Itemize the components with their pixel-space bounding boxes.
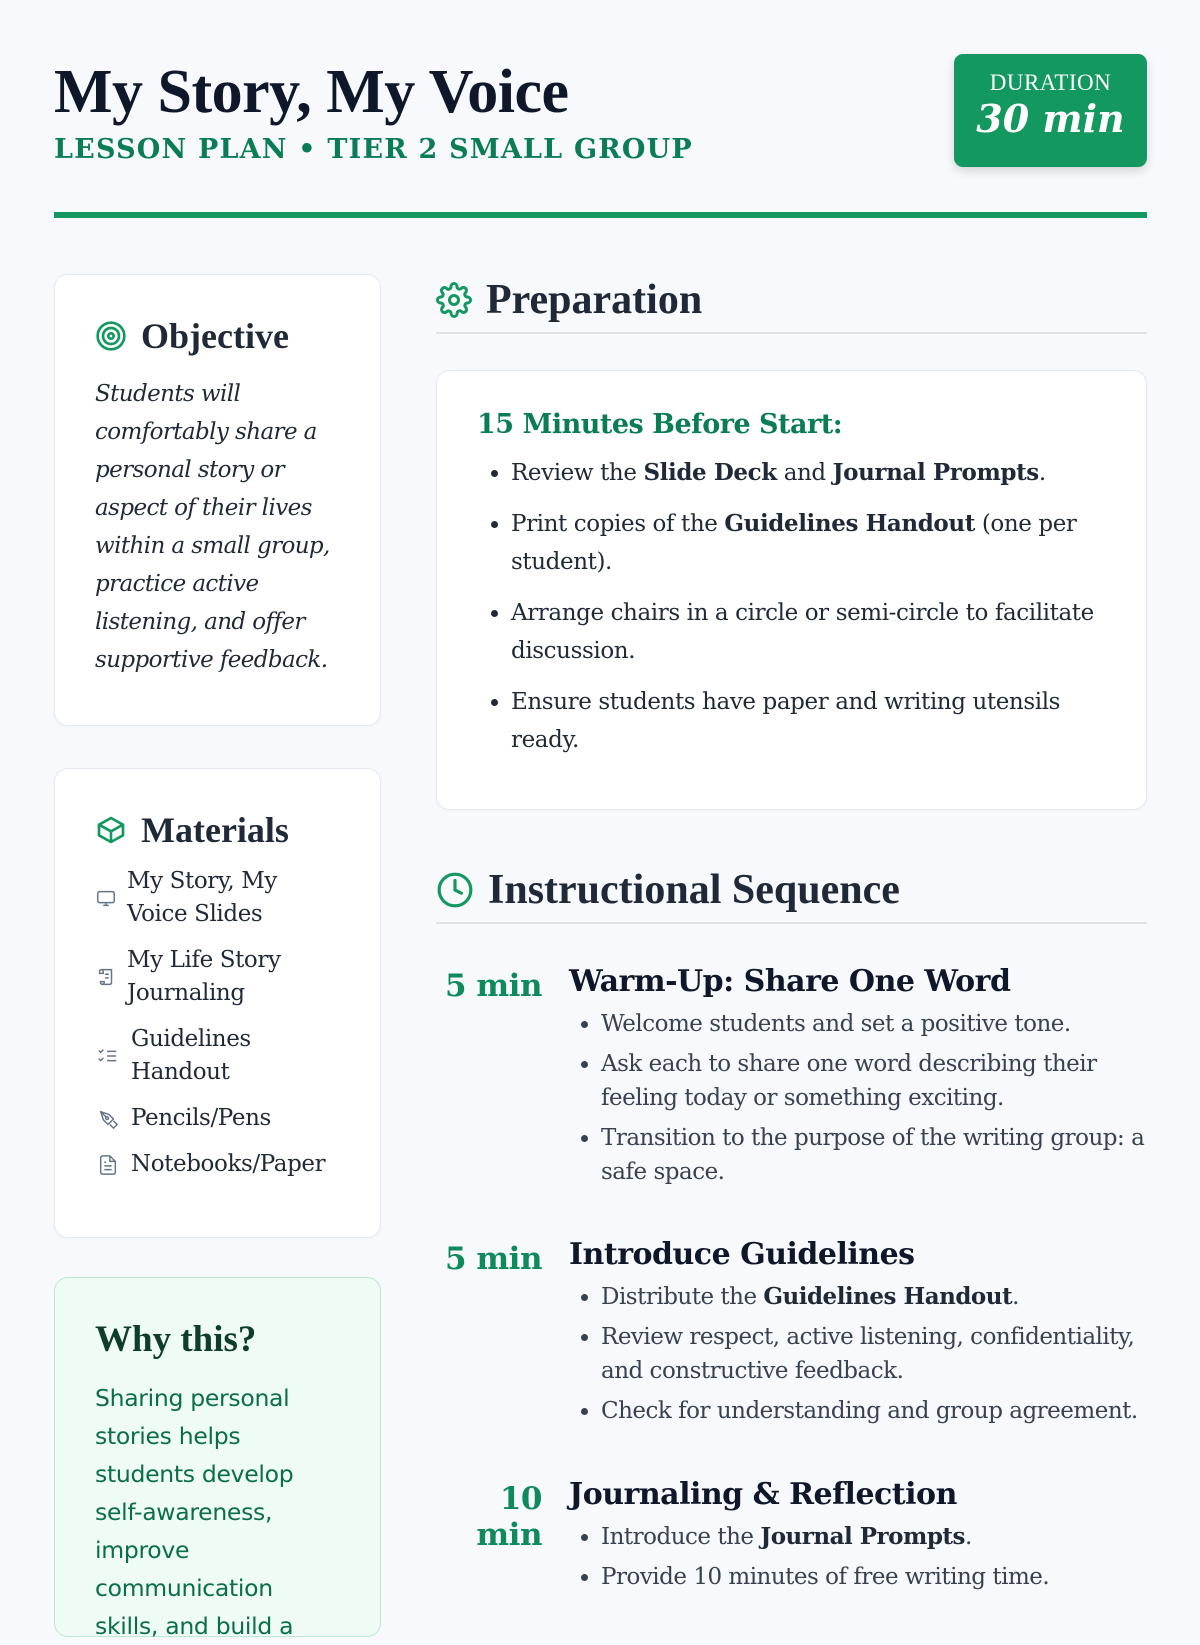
step-item: • Ask each to share one word describing their feeling today or something exciting. xyxy=(601,1047,1154,1115)
checklist-icon xyxy=(95,1045,121,1067)
step-time: 5 min xyxy=(445,968,542,1004)
step-item: • Provide 10 minutes of free writing time. xyxy=(601,1560,1154,1594)
material-item xyxy=(95,944,340,1010)
lesson-header xyxy=(54,52,1147,222)
page-subtitle: LESSON PLAN • TIER 2 SMALL GROUP xyxy=(54,134,693,165)
step-list xyxy=(569,1280,1154,1428)
step-title: Journaling & Reflection xyxy=(569,1477,957,1512)
page-title: My Story, My Voice xyxy=(54,58,569,126)
objective-text: Students will comfortably share a personal story or aspect of their lives within a small group, practice active listening, and offer supportive feedback. xyxy=(95,381,330,673)
step-title: Warm-Up: Share One Word xyxy=(569,964,1011,999)
preparation-list xyxy=(477,454,1106,759)
step-item: • Distribute the Guidelines Handout. xyxy=(601,1280,1154,1314)
gear-icon xyxy=(436,282,472,318)
target-icon xyxy=(95,320,127,352)
step-list xyxy=(569,1007,1154,1189)
step-item: • Transition to the purpose of the writing group: a safe space. xyxy=(601,1121,1154,1189)
material-label: Notebooks/Paper xyxy=(131,1151,326,1177)
step-item: • Review respect, active listening, confidentiality, and constructive feedback. xyxy=(601,1320,1154,1388)
material-label: Guidelines Handout xyxy=(131,1026,251,1085)
preparation-subtitle: 15 Minutes Before Start: xyxy=(477,409,843,440)
material-label: Pencils/Pens xyxy=(131,1105,271,1131)
step-item: • Introduce the Journal Prompts. xyxy=(601,1520,1154,1554)
step-item: • Check for understanding and group agreement. xyxy=(601,1394,1154,1428)
materials-heading xyxy=(95,809,340,851)
material-label: My Life Story Journaling xyxy=(127,947,281,1006)
step-item: • Welcome students and set a positive tone. xyxy=(601,1007,1154,1041)
step-time: 10 min xyxy=(476,1481,542,1553)
sequence-title: Instructional Sequence xyxy=(488,867,900,913)
header-divider xyxy=(54,212,1147,218)
prep-item: • Arrange chairs in a circle or semi-circle to facilitate discussion. xyxy=(511,594,1106,670)
step-time: 5 min xyxy=(445,1241,542,1277)
prep-item: • Print copies of the Guidelines Handout (one per student). xyxy=(511,505,1106,581)
monitor-icon xyxy=(95,887,117,909)
material-label: My Story, My Voice Slides xyxy=(127,868,278,927)
duration-label: DURATION xyxy=(989,70,1112,95)
why-this-card xyxy=(54,1277,381,1640)
materials-title: Materials xyxy=(141,810,289,850)
prep-item: • Ensure students have paper and writing utensils ready. xyxy=(511,683,1106,759)
why-title: Why this? xyxy=(95,1319,257,1360)
material-item xyxy=(95,1148,340,1181)
step-title: Introduce Guidelines xyxy=(569,1237,915,1272)
prep-item: • Review the Slide Deck and Journal Prompts. xyxy=(511,454,1106,492)
scroll-icon xyxy=(95,966,117,988)
objective-title: Objective xyxy=(141,316,289,356)
materials-list xyxy=(95,865,340,1181)
sequence-heading xyxy=(436,866,1147,924)
pen-tool-icon xyxy=(95,1108,121,1130)
box-icon xyxy=(95,814,127,846)
file-text-icon xyxy=(95,1154,121,1176)
duration-value: 30 min xyxy=(976,96,1125,141)
material-item xyxy=(95,1023,340,1089)
preparation-card xyxy=(436,370,1147,810)
material-item xyxy=(95,865,340,931)
clock-icon xyxy=(436,871,474,909)
why-text: Sharing personal stories helps students develop self-awareness, improve communication skills, and build a xyxy=(95,1384,294,1640)
step-list xyxy=(569,1520,1154,1594)
material-item xyxy=(95,1102,340,1135)
preparation-title: Preparation xyxy=(486,277,703,323)
duration-badge xyxy=(954,54,1147,167)
materials-card xyxy=(54,768,381,1238)
preparation-heading xyxy=(436,276,1147,334)
objective-heading xyxy=(95,315,340,357)
objective-card xyxy=(54,274,381,726)
